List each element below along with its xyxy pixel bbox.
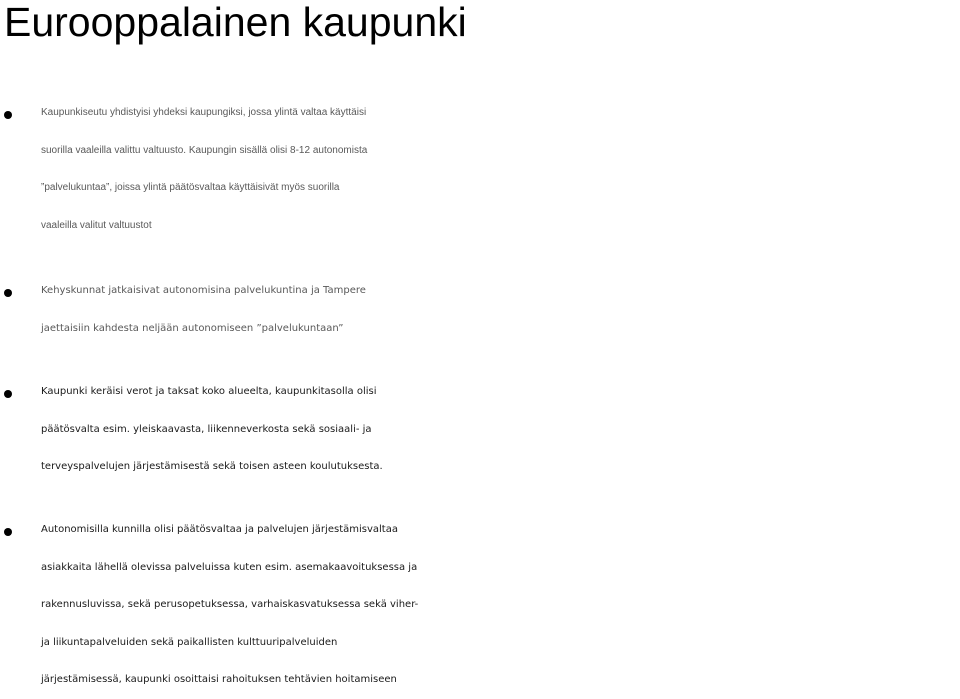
bullet-text-4	[41, 511, 960, 699]
bullet-4-line-5: järjestämisessä, kaupunki osoittaisi rahoituksen tehtävien hoitamiseen	[41, 674, 397, 685]
bullet-3-line-3: terveyspalvelujen järjestämisestä sekä toisen asteen koulutuksesta.	[41, 461, 383, 472]
bullet-4-line-2: asiakkaita lähellä olevissa palveluissa kuten esim. asemakaavoituksessa ja	[41, 561, 418, 573]
bullet-text-2	[41, 272, 960, 347]
slide-title: Eurooppalainen kaupunki	[4, 0, 467, 45]
bullet-dot-icon	[4, 111, 12, 119]
bullet-dot-icon	[4, 528, 12, 536]
bullet-4-line-4: ja liikuntapalveluiden sekä paikallisten kulttuuripalveluiden	[41, 636, 338, 648]
bullet-text-3	[41, 373, 960, 486]
bullet-3-line-1: Kaupunki keräisi verot ja taksat koko alueelta, kaupunkitasolla olisi	[41, 386, 377, 397]
bullet-2-line-2: jaettaisiin kahdesta neljään autonomiseen ”palvelukuntaan”	[41, 322, 344, 334]
bullet-4-line-3: rakennusluvissa, sekä perusopetuksessa, varhaiskasvatuksessa sekä viher-	[41, 599, 419, 610]
bullet-text-1	[41, 94, 960, 244]
bullet-2-line-1: Kehyskunnat jatkaisivat autonomisina palvelukuntina ja Tampere	[41, 285, 366, 296]
bullet-3-line-2: päätösvalta esim. yleiskaavasta, liikenneverkosta sekä sosiaali- ja	[41, 423, 372, 435]
bullet-1-line-3: ”palvelukuntaa”, joissa ylintä päätösvaltaa käyttäisivät myös suorilla	[41, 182, 340, 193]
bullet-1-line-2: suorilla vaaleilla valittu valtuusto. Kaupungin sisällä olisi 8-12 autonomista	[41, 144, 368, 156]
bullet-dot-icon	[4, 390, 12, 398]
bullet-dot-icon	[4, 289, 12, 297]
bullet-1-line-4: vaaleilla valitut valtuustot	[41, 219, 152, 231]
bullet-4-line-1: Autonomisilla kunnilla olisi päätösvaltaa ja palvelujen järjestämisvaltaa	[41, 524, 398, 535]
bullet-1-line-1: Kaupunkiseutu yhdistyisi yhdeksi kaupungiksi, jossa ylintä valtaa käyttäisi	[41, 107, 367, 118]
